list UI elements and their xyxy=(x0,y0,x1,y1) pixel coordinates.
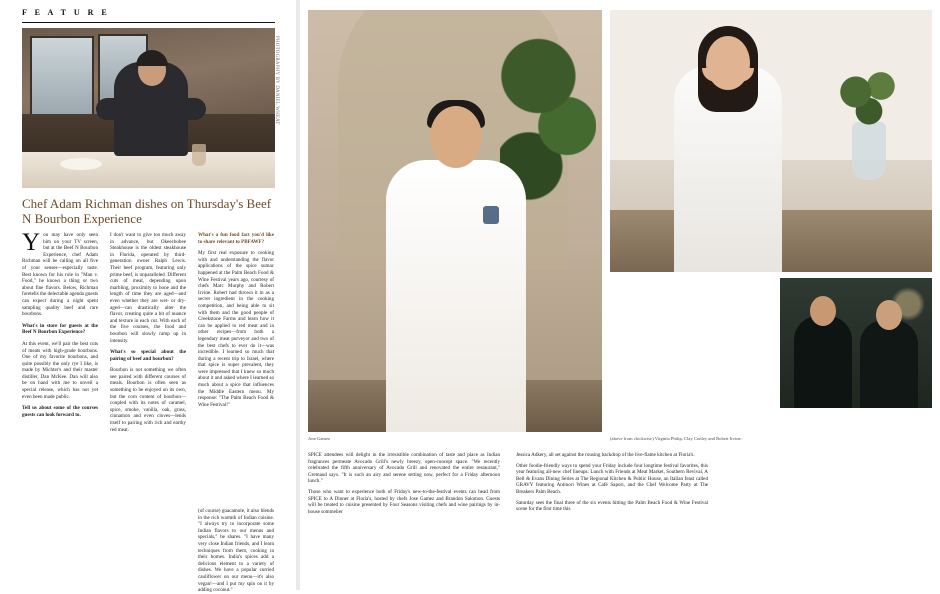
photo-credit: PHOTOGRAPHY BY DANIEL WHEAT xyxy=(274,36,279,125)
photo-table-detail xyxy=(22,152,275,188)
left-column-3 xyxy=(198,232,274,413)
question-4-heading: What's a fun food fact you'd like to share relevant to PBFAWF? xyxy=(198,232,274,245)
right-col2-para-1: Jessica Adkery, all set against the rousing backdrop of the live-flame kitchen at Floria's. xyxy=(516,452,695,458)
photo-neck-detail xyxy=(702,68,754,82)
chef-portrait-photo xyxy=(308,10,602,432)
intro-text: ou may have only seen him on your TV screen, but at the Beef N Bourbon Experience, chef Adam Richman will be calling on all five of your senses—especially taste. Best known for his role in "Man v. Food," he knows a thing or two about fine flavors. Below, Richman foretells the delectable agenda guests can expect during a night spent sampling quality beef and rare bourbons. xyxy=(22,232,98,318)
photo-glass-detail xyxy=(192,144,206,166)
section-kicker: F E A T U R E xyxy=(22,8,110,17)
question-4-body: My first real exposure to cooking with and understanding the flavor applications of the spice sumac happened at the Palm Beach Food & Wine Festival years ago, courtesy of chefs Marc Murphy and Robert Irvine. Robert had thrown it in as a secret ingredient in the cooking competition, and being able to sit with them and the good people of Creekstone Farms and learn how it can be applied to red meat and in other recipes—from both a legendary meat purveyor and two of the best chefs to ever do it—was incredible. I learned so much that during a recent trip to Israel, where that spice is super prevalent, they were impressed that I knew so much about it and asked where I learned so much about a spice that influences the Middle Eastern menu. My response: "The Palm Beach Food & Wine Festival!" xyxy=(198,250,274,408)
question-3-heading: What's so special about the pairing of beef and bourbon? xyxy=(110,349,186,362)
two-chefs-photo xyxy=(780,278,932,408)
left-column-1 xyxy=(22,229,98,423)
right-col1-para-1: SPICE attendees will delight in the irresistible combination of taste and place as Indian fragrances permeate Avocado Grill's newly breezy, open-concept space. "We recently celebrated the fifth anniversary of Avocado Grill and renovated the entire restaurant," Gremaud says. "It is such an airy and serene setting now, perfect for a Friday afternoon lunch." xyxy=(308,452,500,485)
photo-caption-chef: Jose Gamez xyxy=(308,436,331,441)
page-title: Chef Adam Richman dishes on Thursday's Beef N Bourbon Experience xyxy=(22,196,272,226)
left-page xyxy=(0,0,296,590)
drop-cap: Y xyxy=(22,229,41,256)
photo-head-detail xyxy=(430,106,482,168)
photo-person-detail-1 xyxy=(794,316,852,408)
question-1-body: At this event, we'll pair the best cuts of meats with high-grade bourbons. One of my favorite bourbons, and quite possibly the only rye I like, is made by Michter's and their master distiller, Dan McKee. Dan will also be on hand with me to unveil a special release, which has not yet even been made public. xyxy=(22,340,98,400)
right-col1-para-2: Those who want to experience both of Friday's new-to-the-festival events can head from SPICE to A Dinner at Floria's, hosted by chefs Jose Gamez and Brandon Salomon. Guests will be treated to cuisine presented by Four Seasons visiting chefs and wine pairings by in-house sommelier xyxy=(308,488,500,515)
right-column-1 xyxy=(308,452,500,519)
question-1-heading: What's in store for guests at the Beef N Bourbon Experience? xyxy=(22,322,98,336)
left-page-continued-text: (of course) guacamole, it also blends in the rich warmth of Indian cuisine. "I always try to incorporate some Indian flavors to our menus and specials," he shares. "I have many very close Indian friends, and I learn techniques from them, cooking in their homes. India's spices add a delicious element to a variety of dishes. We have a popular curried cauliflower on our menu—it's also vegan!—and I put my spin on it by adding coconut." xyxy=(198,508,274,594)
question-2-heading: Tell us about some of the courses guests can look forward to. xyxy=(22,405,98,418)
photo-vase-detail xyxy=(852,122,886,180)
question-2-body: I don't want to give too much away in advance, but Okeechobee Steakhouse is the oldest steakhouse in Florida, operated by third-generation owner Ralph Lewis. Their beef program, featuring only prime beef, is unparalleled. Different cuts of meat, depending upon marbling, proximity to bone and the length of time they are aged—and even whether they are wet- or dry-aged—can drastically alter the flavor, creating quite a bit of nuance and texture in each cut. With each of the five courses, the food and bourbon will slowly ramp up in intensity. xyxy=(110,232,186,344)
kicker-divider xyxy=(22,22,275,23)
photo-head-detail-1 xyxy=(810,296,836,326)
intro-paragraph xyxy=(22,229,98,318)
photo-head-detail-2 xyxy=(876,300,902,330)
photo-chefcoat-detail xyxy=(386,160,526,432)
photo-flowers-detail xyxy=(836,68,902,128)
left-column-2 xyxy=(110,232,186,438)
question-3-body: Bourbon is not something we often see paired with different courses of meals. Bourbon is often seen as something to be enjoyed on its own, but the corn content of bourbon—coupled with its notes of caramel, spice, smoke, vanilla, oak, grass, cinnamon and even cloves—lends itself to pairing with rich and earthy red meat. xyxy=(110,367,186,433)
photo-person-detail-2 xyxy=(860,320,918,408)
right-col2-para-2: Other foodie-friendly ways to spend your Friday include four longtime festival favorites, this year featuring all-new chef lineups: Lunch with Friends at Meat Market, Southern Revival, A Bell & Evans Dining Series at The Regional Kitchen & Public House, an Italian feast called GRAVY featuring Antinori Wines at Café Sapori, and the Chef Welcome Party at The Breakers Palm Beach. xyxy=(516,462,708,495)
right-page xyxy=(300,0,940,590)
sommelier-portrait-photo xyxy=(610,10,932,272)
right-column-2 xyxy=(516,452,708,517)
photo-caption-group: (above from clockwise) Virginia Philip, Clay Conley and Robert Irvine. xyxy=(610,436,742,441)
hero-photo-left xyxy=(22,28,275,188)
photo-plate-detail xyxy=(60,158,102,170)
photo-window-detail xyxy=(30,36,94,118)
right-col2-para-3: Saturday sees the final three of the six events hitting the Palm Beach Food & Wine Festival scene for the first time this xyxy=(516,499,708,513)
photo-crest-detail xyxy=(483,206,499,224)
